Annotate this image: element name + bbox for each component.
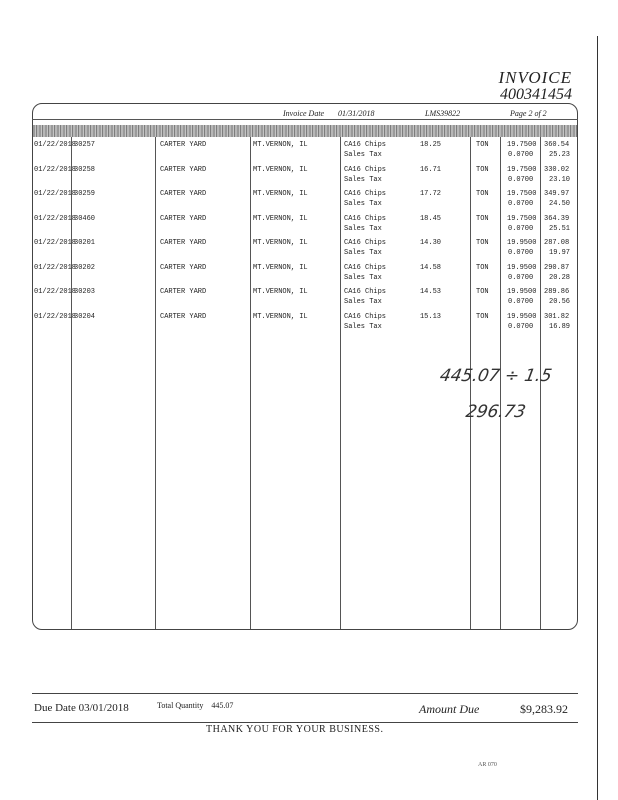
row-tax-amt: 23.10: [549, 175, 571, 184]
row-product: CA16 Chips: [344, 239, 387, 247]
column-divider: [340, 137, 341, 629]
row-yard: CARTER YARD: [160, 214, 207, 223]
row-ticket: 30257: [74, 141, 96, 149]
row-tax-amt: 20.28: [549, 273, 571, 282]
row-qty: 18.25: [419, 141, 441, 149]
row-date: 01/22/2018: [34, 141, 77, 149]
row-tax-label: Sales Tax: [344, 249, 382, 257]
header-divider: [32, 119, 578, 120]
row-tax-rate: 0.0700: [508, 224, 534, 233]
row-date: 01/22/2018: [34, 263, 77, 272]
row-ticket: 30258: [74, 165, 96, 174]
row-unit: TON: [476, 312, 489, 321]
row-unit: TON: [476, 190, 489, 198]
row-tax-amt: 24.50: [549, 200, 571, 208]
row-tax-label: Sales Tax: [344, 175, 382, 184]
row-tax-label: Sales Tax: [344, 151, 382, 159]
row-tax-amt: 16.89: [549, 322, 571, 331]
row-yard: CARTER YARD: [160, 312, 207, 321]
invoice-date: 01/31/2018: [338, 109, 375, 118]
row-qty: 14.30: [419, 239, 441, 247]
row-date: 01/22/2018: [34, 214, 77, 223]
row-product: CA16 Chips: [344, 190, 387, 198]
total-quantity-label: Total Quantity: [157, 701, 204, 710]
row-product: CA16 Chips: [344, 165, 387, 174]
row-tax-rate: 0.0700: [508, 273, 534, 282]
row-tax-amt: 19.97: [549, 249, 571, 257]
row-qty: 18.45: [419, 214, 441, 223]
total-quantity: [157, 701, 233, 710]
amount-due-value: $9,283.92: [520, 702, 568, 716]
row-date: 01/22/2018: [34, 165, 77, 174]
row-yard: CARTER YARD: [160, 141, 207, 149]
row-location: MT.VERNON, IL: [253, 165, 308, 174]
row-amount: 290.87: [544, 263, 570, 272]
row-tax-rate: 0.0700: [508, 298, 534, 306]
row-qty: 17.72: [419, 190, 441, 198]
row-date: 01/22/2018: [34, 312, 77, 321]
row-unit: TON: [476, 288, 489, 296]
row-tax-rate: 0.0700: [508, 151, 534, 159]
row-amount: 287.08: [544, 239, 570, 247]
row-unit: TON: [476, 263, 489, 272]
row-location: MT.VERNON, IL: [253, 288, 308, 296]
row-rate: 19.7500: [507, 165, 537, 174]
row-ticket: 30203: [74, 288, 96, 296]
row-qty: 16.71: [419, 165, 441, 174]
row-yard: CARTER YARD: [160, 263, 207, 272]
row-product: CA16 Chips: [344, 263, 387, 272]
row-ticket: 30460: [74, 214, 96, 223]
due-date: [34, 702, 129, 714]
row-date: 01/22/2018: [34, 190, 77, 198]
row-qty: 15.13: [419, 312, 441, 321]
due-date-label: Due Date: [34, 702, 76, 714]
total-quantity-value: 445.07: [211, 701, 234, 710]
row-yard: CARTER YARD: [160, 165, 207, 174]
handwritten-result: 296.73: [464, 402, 528, 422]
row-yard: CARTER YARD: [160, 239, 207, 247]
row-yard: CARTER YARD: [160, 288, 207, 296]
row-tax-amt: 25.51: [549, 224, 571, 233]
row-unit: TON: [476, 239, 489, 247]
invoice-date-label: Invoice Date: [283, 109, 325, 118]
row-ticket: 30202: [74, 263, 96, 272]
due-date-value: 03/01/2018: [78, 702, 129, 714]
row-location: MT.VERNON, IL: [253, 312, 308, 321]
row-tax-label: Sales Tax: [344, 200, 382, 208]
page-code: AR 070: [478, 762, 497, 768]
handwritten-calculation: 445.07 ÷ 1.5: [438, 366, 554, 386]
thank-you-message: THANK YOU FOR YOUR BUSINESS.: [206, 724, 384, 735]
row-tax-amt: 25.23: [549, 151, 571, 159]
row-amount: 301.82: [544, 312, 570, 321]
row-tax-label: Sales Tax: [344, 273, 382, 282]
column-divider: [71, 137, 72, 629]
row-rate: 19.7500: [507, 141, 537, 149]
row-rate: 19.9500: [507, 263, 537, 272]
column-divider: [250, 137, 251, 629]
page-indicator: Page 2 of 2: [510, 109, 547, 118]
customer-code: LMS39822: [425, 109, 461, 118]
row-product: CA16 Chips: [344, 141, 387, 149]
page-edge-line: [597, 36, 598, 800]
row-tax-rate: 0.0700: [508, 322, 534, 331]
row-rate: 19.7500: [507, 214, 537, 223]
row-rate: 19.9500: [507, 239, 537, 247]
row-tax-label: Sales Tax: [344, 298, 382, 306]
row-amount: 360.54: [544, 141, 570, 149]
row-yard: CARTER YARD: [160, 190, 207, 198]
column-divider: [155, 137, 156, 629]
amount-due-label: Amount Due: [419, 702, 480, 716]
row-tax-rate: 0.0700: [508, 200, 534, 208]
row-amount: 330.02: [544, 165, 570, 174]
row-unit: TON: [476, 214, 489, 223]
row-unit: TON: [476, 141, 489, 149]
column-header-band: [33, 125, 577, 137]
row-amount: 349.97: [544, 190, 570, 198]
row-date: 01/22/2018: [34, 288, 77, 296]
row-product: CA16 Chips: [344, 288, 387, 296]
row-tax-rate: 0.0700: [508, 175, 534, 184]
row-ticket: 30204: [74, 312, 96, 321]
row-location: MT.VERNON, IL: [253, 190, 308, 198]
row-tax-label: Sales Tax: [344, 322, 382, 331]
row-tax-label: Sales Tax: [344, 224, 382, 233]
row-amount: 364.39: [544, 214, 570, 223]
row-unit: TON: [476, 165, 489, 174]
row-qty: 14.53: [419, 288, 441, 296]
row-location: MT.VERNON, IL: [253, 239, 308, 247]
row-location: MT.VERNON, IL: [253, 214, 308, 223]
row-location: MT.VERNON, IL: [253, 141, 308, 149]
row-qty: 14.58: [419, 263, 441, 272]
invoice-number: 400341454: [500, 86, 572, 103]
row-rate: 19.9500: [507, 288, 537, 296]
row-ticket: 30201: [74, 239, 96, 247]
row-product: CA16 Chips: [344, 312, 387, 321]
row-location: MT.VERNON, IL: [253, 263, 308, 272]
row-ticket: 30259: [74, 190, 96, 198]
invoice-title: INVOICE: [498, 68, 572, 87]
row-rate: 19.7500: [507, 190, 537, 198]
row-date: 01/22/2018: [34, 239, 77, 247]
row-amount: 289.86: [544, 288, 570, 296]
row-tax-amt: 20.56: [549, 298, 571, 306]
row-rate: 19.9500: [507, 312, 537, 321]
row-tax-rate: 0.0700: [508, 249, 534, 257]
row-product: CA16 Chips: [344, 214, 387, 223]
